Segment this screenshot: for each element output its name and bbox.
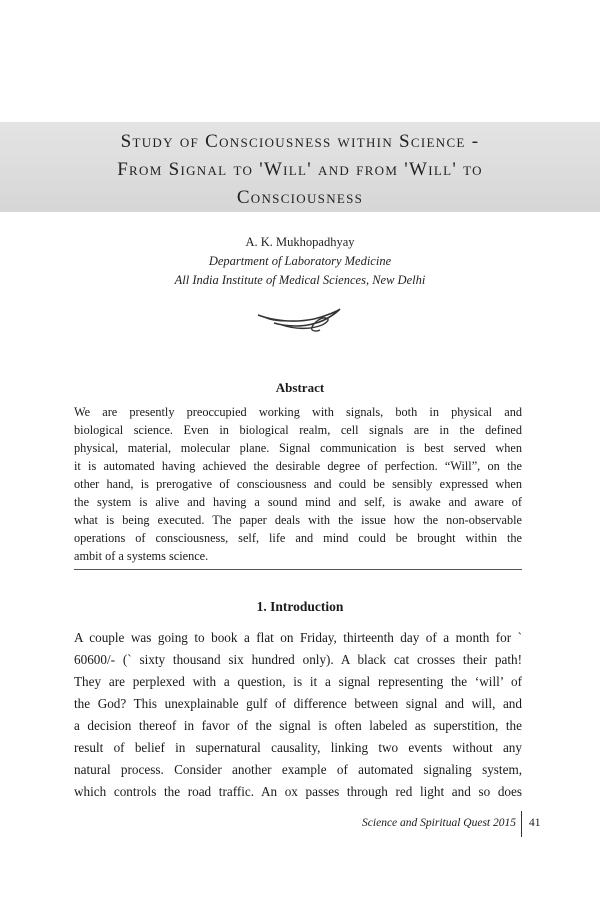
abstract-line: ambit of a systems science.: [74, 549, 209, 563]
body-line: the God? This unexplainable gulf of difference between signal and will, and: [74, 696, 522, 711]
abstract-line: We are presently preoccupied working with signals, both in physical and: [74, 405, 522, 419]
abstract-line: it is automated having achieved the desirable degree of perfection. “Will”, on the: [74, 459, 522, 473]
body-line: a decision thereof in favor of the signal is often labeled as superstition, the: [74, 718, 522, 733]
page-number: 41: [529, 817, 541, 829]
abstract-line: other hand, is prerogative of consciousness and could be sensibly expressed when: [74, 477, 522, 491]
abstract-line: the system is alive and having a sound mind and self, is awake and aware of: [74, 495, 522, 509]
section-divider: [74, 569, 522, 570]
body-line: They are perplexed with a question, is it a signal representing the ‘will’ of: [74, 674, 522, 689]
body-line: A couple was going to book a flat on Friday, thirteenth day of a month for `: [74, 630, 522, 645]
title-line-2: From Signal to 'Will' and from 'Will' to: [117, 159, 483, 180]
body-line: which controls the road traffic. An ox passes through red light and so does: [74, 784, 522, 799]
footer-separator: [521, 811, 522, 837]
body-line: result of belief in supernatural causality, linking two events without any: [74, 740, 522, 755]
abstract-line: biological science. Even in biological realm, cell signals are in the defined: [74, 423, 522, 437]
abstract-line: operations of consciousness, self, life and mind could be brought within the: [74, 531, 522, 545]
author-name: A. K. Mukhopadhyay: [245, 235, 355, 249]
introduction-heading: 1. Introduction: [256, 599, 344, 614]
body-line: 60600/- (` sixty thousand six hundred only). A black cat crosses their path!: [74, 652, 522, 667]
author-department: Department of Laboratory Medicine: [208, 254, 392, 268]
abstract-heading: Abstract: [275, 380, 325, 395]
title-line-3: Consciousness: [236, 187, 364, 208]
footer-journal-title: Science and Spiritual Quest 2015: [362, 817, 516, 829]
body-line: natural process. Consider another example of automated signaling system,: [74, 762, 522, 777]
abstract-line: physical, material, molecular plane. Signal communication is best served when: [74, 441, 522, 455]
title-line-1: Study of Consciousness within Science -: [120, 131, 480, 152]
ornament-flourish-icon: [254, 303, 346, 335]
author-institute: All India Institute of Medical Sciences, New Delhi: [174, 273, 426, 287]
abstract-line: what is being executed. The paper deals with the issue how the non-observable: [74, 513, 522, 527]
